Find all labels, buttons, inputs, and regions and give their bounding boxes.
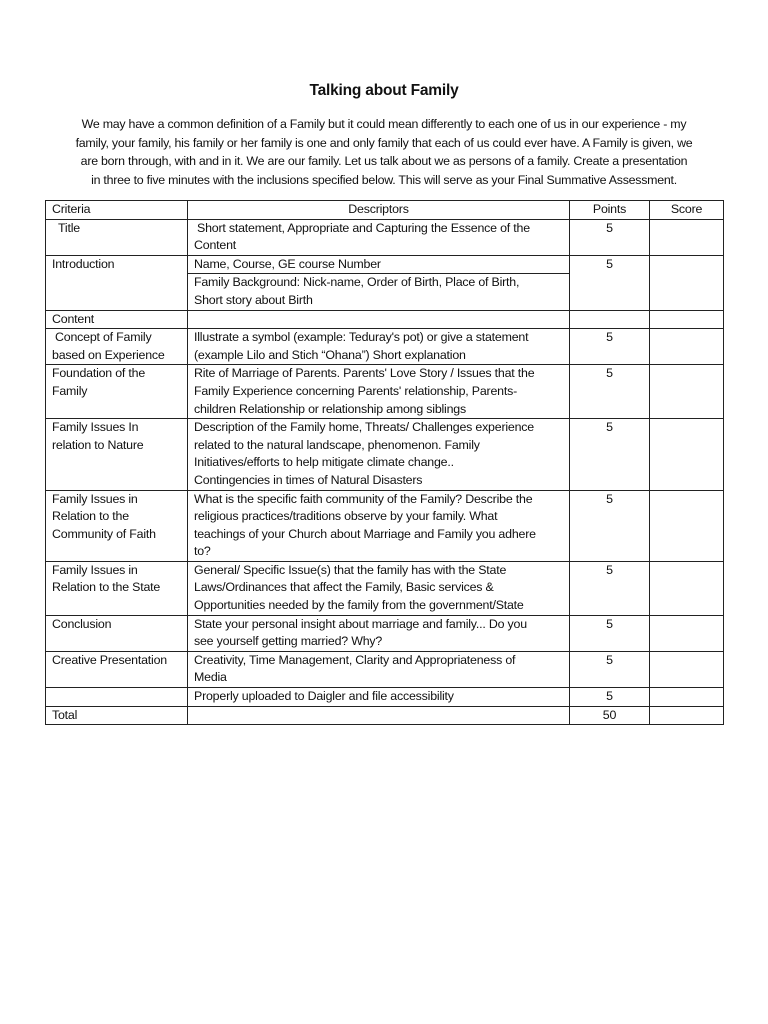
descriptor-cell <box>188 255 570 274</box>
score-cell <box>650 419 724 490</box>
descriptor-line: Initiatives/efforts to help mitigate climate change.. <box>194 455 454 470</box>
descriptor-cell <box>188 274 570 310</box>
descriptor-line: State your personal insight about marriage and family... Do you <box>194 616 527 631</box>
score-cell <box>650 706 724 725</box>
descriptor-line: to? <box>194 544 211 559</box>
descriptor-line: What is the specific faith community of the Family? Describe the <box>194 491 533 506</box>
row-content <box>46 310 724 329</box>
descriptor-line: children Relationship or relationship among siblings <box>194 401 466 416</box>
descriptor-cell <box>188 419 570 490</box>
score-cell <box>650 651 724 687</box>
score-cell <box>650 561 724 615</box>
row-creative <box>46 651 724 687</box>
descriptor-line: Illustrate a symbol (example: Teduray's pot) or give a statement <box>194 330 529 345</box>
descriptor-cell <box>188 219 570 255</box>
descriptor-line: Contingencies in times of Natural Disasters <box>194 472 423 487</box>
descriptor-line: related to the natural landscape, phenomenon. Family <box>194 437 480 452</box>
descriptor-line: Rite of Marriage of Parents. Parents' Love Story / Issues that the <box>194 366 535 381</box>
descriptor-cell <box>188 490 570 561</box>
header-row <box>46 201 724 220</box>
descriptor-cell <box>188 706 570 725</box>
intro-line: are born through, with and in it. We are our family. Let us talk about we as persons of a family. Create a presentation <box>80 154 688 169</box>
descriptor-cell <box>188 561 570 615</box>
points-cell: 5 <box>570 365 650 419</box>
criteria-cell <box>46 219 188 255</box>
descriptor-line: (example Lilo and Stich “Ohana”) Short explanation <box>194 347 466 362</box>
points-cell: 5 <box>570 329 650 365</box>
criteria-cell <box>46 651 188 687</box>
row-introduction-a <box>46 255 724 274</box>
criteria-text: Concept of Family <box>55 330 152 345</box>
row-total <box>46 706 724 725</box>
descriptor-line: religious practices/traditions observe by your family. What <box>194 509 498 524</box>
criteria-text: Family <box>52 383 88 398</box>
criteria-cell <box>46 329 188 365</box>
rubric-table <box>45 200 724 725</box>
descriptor-cell <box>188 688 570 707</box>
total-label: Total <box>46 706 188 725</box>
criteria-cell <box>46 490 188 561</box>
score-cell <box>650 490 724 561</box>
criteria-text: Title <box>58 220 80 235</box>
score-cell <box>650 615 724 651</box>
points-cell: 5 <box>570 255 650 310</box>
row-foundation <box>46 365 724 419</box>
intro-line: family, your family, his family or her family is one and only family that each of us could ever have. A Family is given, we <box>75 135 693 150</box>
descriptor-cell <box>188 365 570 419</box>
descriptor-line: Properly uploaded to Daigler and file accessibility <box>194 689 454 704</box>
descriptor-line: Description of the Family home, Threats/ Challenges experience <box>194 420 534 435</box>
header-descriptors: Descriptors <box>188 201 570 220</box>
score-cell <box>650 255 724 310</box>
criteria-cell <box>46 688 188 707</box>
descriptor-cell <box>188 329 570 365</box>
row-faith <box>46 490 724 561</box>
score-cell <box>650 365 724 419</box>
intro-line: in three to five minutes with the inclusions specified below. This will serve as your Final Summative Assessment. <box>91 173 677 188</box>
points-cell: 5 <box>570 688 650 707</box>
criteria-cell: Conclusion <box>46 615 188 651</box>
criteria-text: Family Issues In <box>52 420 139 435</box>
row-conclusion <box>46 615 724 651</box>
points-cell: 5 <box>570 561 650 615</box>
row-state <box>46 561 724 615</box>
criteria-text: relation to Nature <box>52 437 144 452</box>
score-cell <box>650 329 724 365</box>
points-cell: 5 <box>570 615 650 651</box>
descriptor-line: Family Experience concerning Parents' relationship, Parents- <box>194 383 518 398</box>
header-score: Score <box>650 201 724 220</box>
criteria-text: Family Issues in <box>52 562 138 577</box>
criteria-cell <box>46 561 188 615</box>
descriptor-line: Opportunities needed by the family from the government/State <box>194 598 524 613</box>
document-title: Talking about Family <box>309 82 459 99</box>
points-cell: 5 <box>570 651 650 687</box>
header-points: Points <box>570 201 650 220</box>
total-points: 50 <box>570 706 650 725</box>
descriptor-line: Name, Course, GE course Number <box>194 256 381 271</box>
criteria-text: Family Issues in <box>52 491 138 506</box>
row-upload <box>46 688 724 707</box>
descriptor-line: teachings of your Church about Marriage and Family you adhere <box>194 526 536 541</box>
header-criteria: Criteria <box>46 201 188 220</box>
criteria-cell: Content <box>46 310 188 329</box>
descriptor-line: see yourself getting married? Why? <box>194 634 383 649</box>
criteria-text: Community of Faith <box>52 526 156 541</box>
row-title <box>46 219 724 255</box>
row-nature <box>46 419 724 490</box>
descriptor-line: Family Background: Nick-name, Order of Birth, Place of Birth, <box>194 275 520 290</box>
points-cell: 5 <box>570 219 650 255</box>
row-concept <box>46 329 724 365</box>
descriptor-cell <box>188 615 570 651</box>
score-cell <box>650 310 724 329</box>
criteria-text: Introduction <box>52 256 115 271</box>
descriptor-line: Short story about Birth <box>194 292 313 307</box>
criteria-text: Creative Presentation <box>52 652 167 667</box>
descriptor-line: Short statement, Appropriate and Capturing the Essence of the <box>197 220 530 235</box>
criteria-cell <box>46 255 188 310</box>
descriptor-line: Media <box>194 670 227 685</box>
criteria-text: Foundation of the <box>52 366 146 381</box>
intro-line: We may have a common definition of a Family but it could mean differently to each one of us in our experience - my <box>81 117 687 131</box>
criteria-text: based on Experience <box>52 347 165 362</box>
descriptor-cell <box>188 651 570 687</box>
points-cell <box>570 310 650 329</box>
criteria-cell <box>46 365 188 419</box>
intro-paragraph <box>46 115 722 190</box>
descriptor-line: Content <box>194 238 236 253</box>
points-cell: 5 <box>570 490 650 561</box>
criteria-text: Relation to the <box>52 509 129 524</box>
points-cell: 5 <box>570 419 650 490</box>
descriptor-cell <box>188 310 570 329</box>
score-cell <box>650 219 724 255</box>
descriptor-line: Laws/Ordinances that affect the Family, Basic services & <box>194 580 494 595</box>
descriptor-line: Creativity, Time Management, Clarity and Appropriateness of <box>194 652 516 667</box>
score-cell <box>650 688 724 707</box>
criteria-cell <box>46 419 188 490</box>
criteria-text: Relation to the State <box>52 580 161 595</box>
descriptor-line: General/ Specific Issue(s) that the family has with the State <box>194 562 507 577</box>
